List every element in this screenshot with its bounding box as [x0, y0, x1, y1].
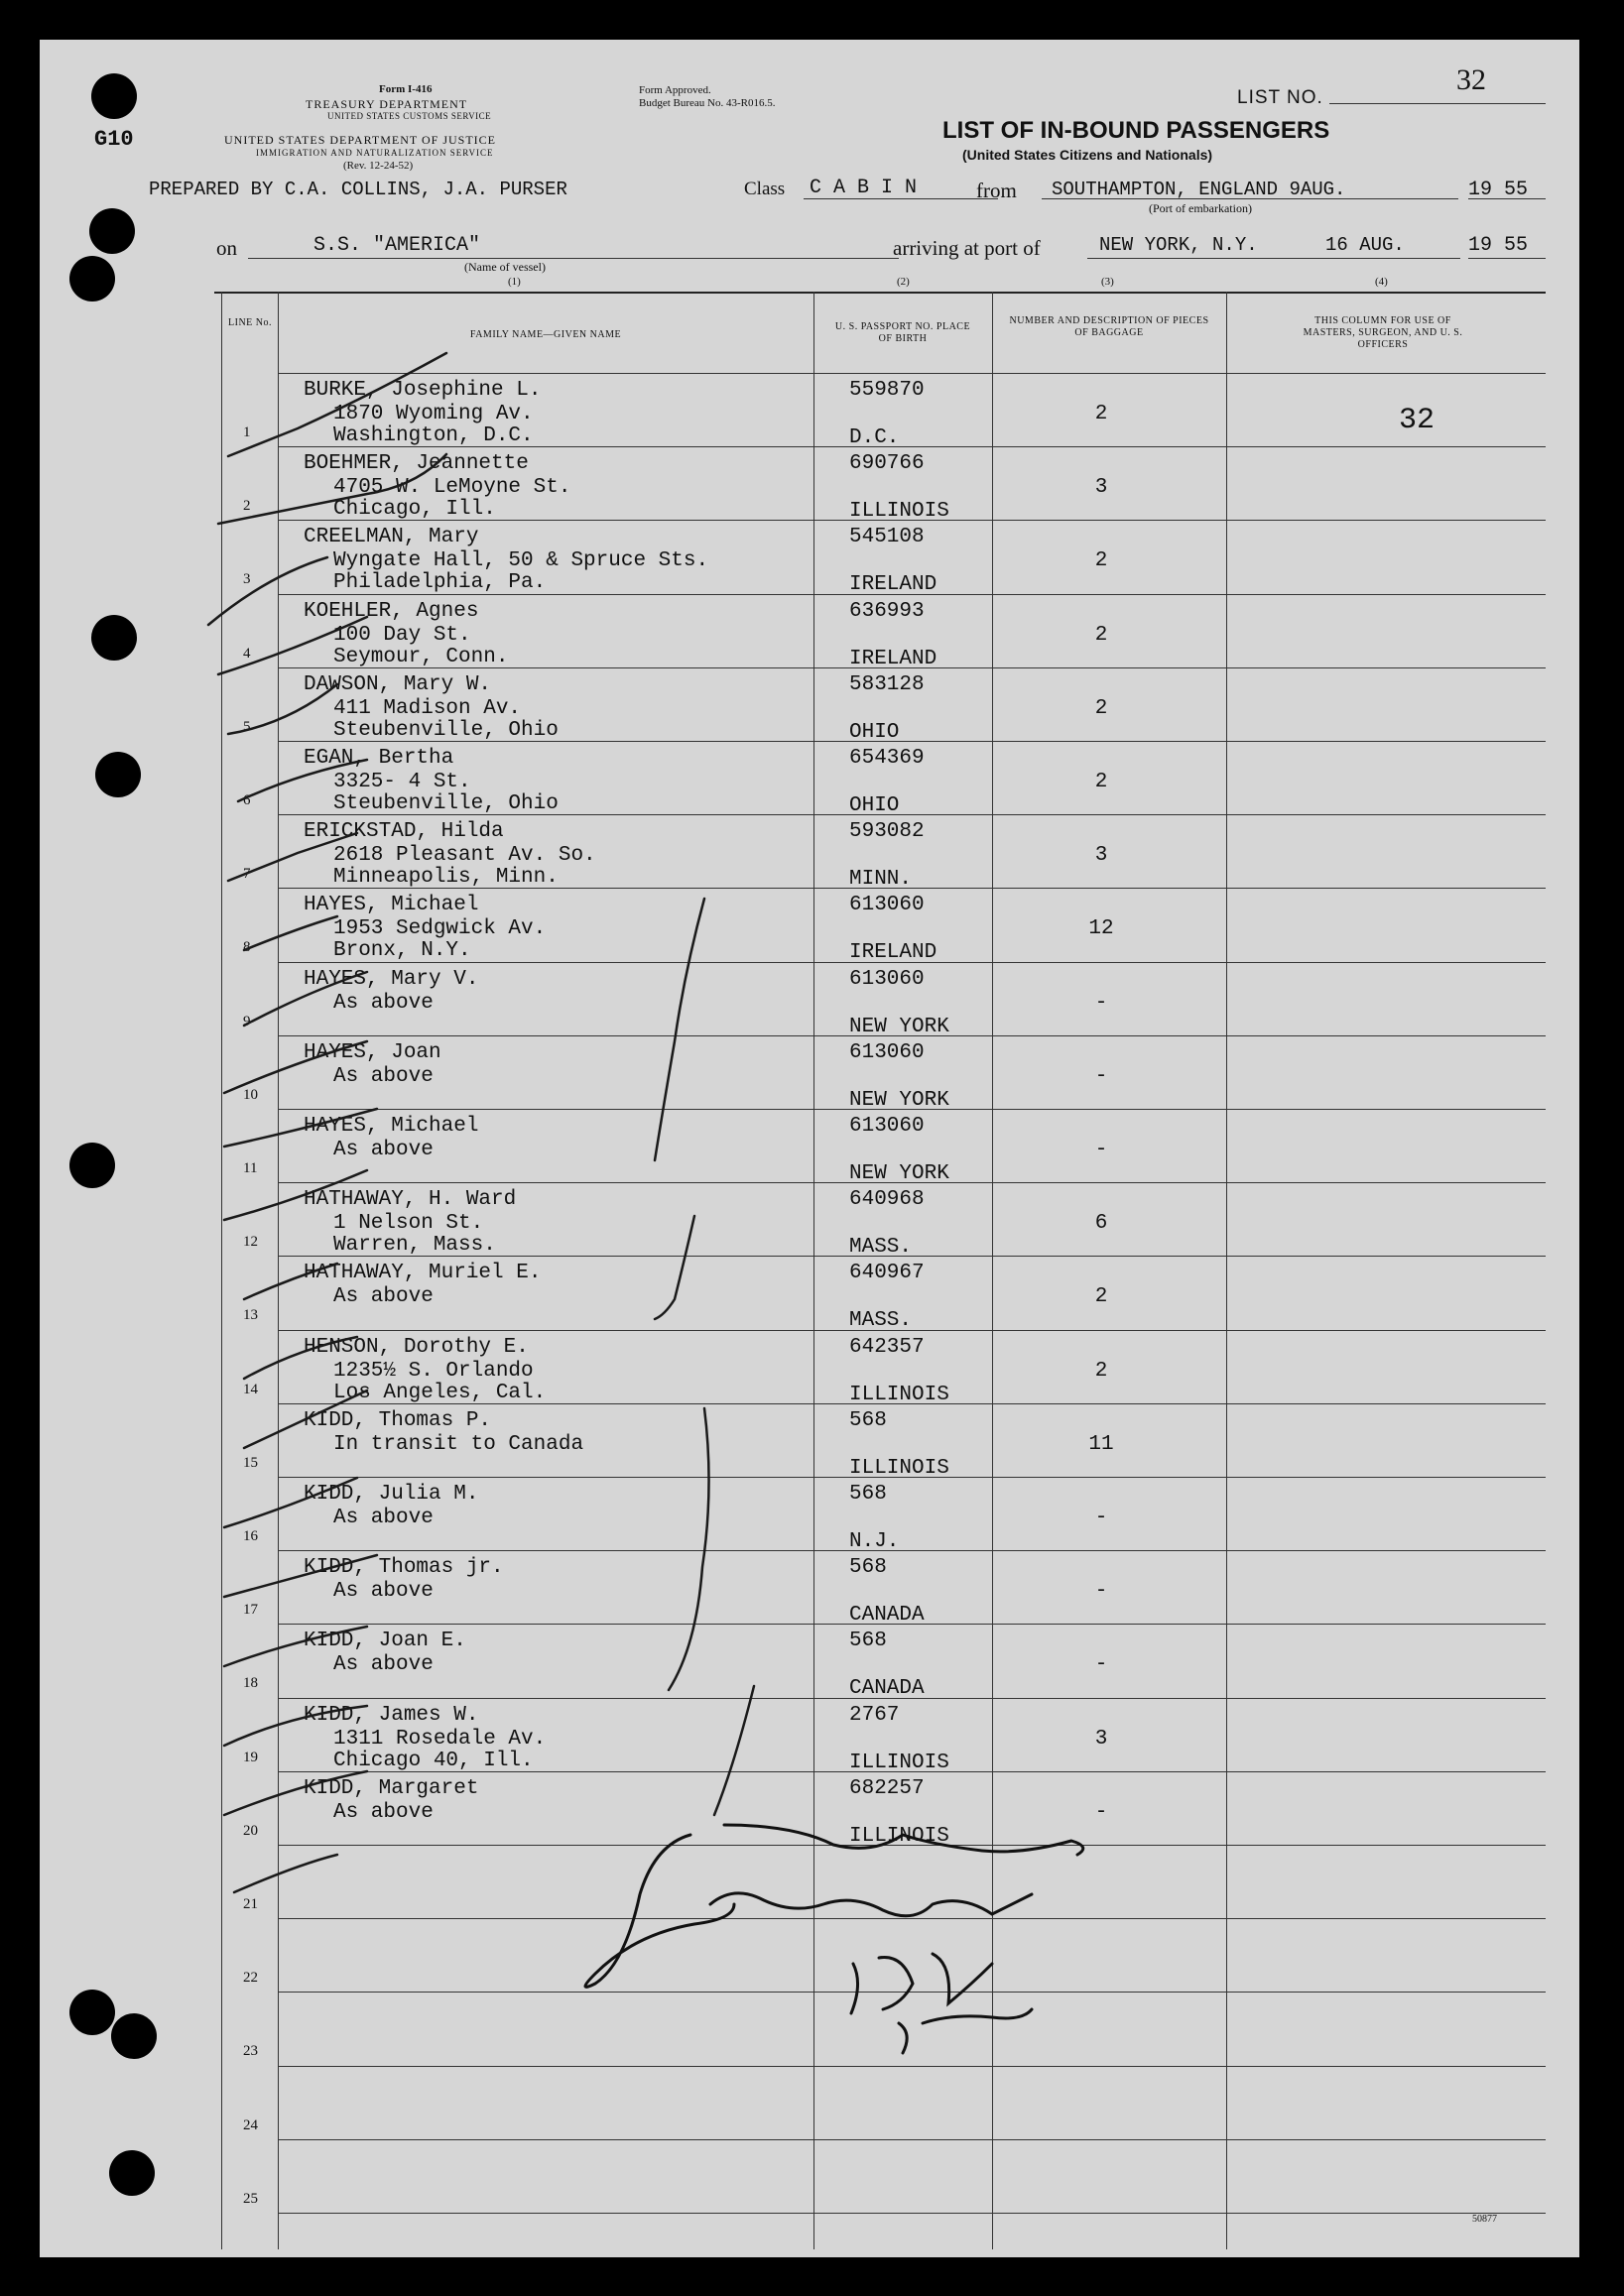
form-approved: Form Approved. [639, 84, 711, 96]
passenger-name: KIDD, Margaret [304, 1776, 479, 1800]
place-of-birth: MINN. [849, 868, 913, 892]
place-of-birth: ILLINOIS [849, 1824, 949, 1848]
passenger-address-1: As above [333, 1285, 434, 1309]
check-mark [224, 1170, 367, 1220]
passport-number: 613060 [849, 894, 925, 917]
place-of-birth: CANADA [849, 1677, 925, 1701]
passenger-address-1: As above [333, 991, 434, 1015]
passenger-address-1: 4705 W. LeMoyne St. [333, 476, 571, 500]
check-mark [224, 1041, 367, 1093]
line-number: 4 [243, 645, 251, 662]
baggage-count: - [1094, 1653, 1108, 1677]
check-mark [244, 1390, 367, 1448]
passport-number: 613060 [849, 1040, 925, 1064]
baggage-count: 2 [1094, 403, 1108, 425]
list-no-label: LIST NO. [1237, 87, 1323, 108]
line-number: 8 [243, 939, 251, 956]
check-mark [224, 1109, 377, 1147]
check-mark [244, 972, 367, 1026]
check-mark [224, 1555, 377, 1597]
line-number: 14 [243, 1381, 258, 1397]
passenger-name: HAYES, Mary V. [304, 967, 479, 991]
passport-number: 559870 [849, 379, 925, 402]
passport-number: 568 [849, 1483, 887, 1506]
baggage-count: 2 [1094, 771, 1108, 793]
check-mark [228, 833, 357, 881]
place-of-birth: NEW YORK [849, 1088, 949, 1112]
baggage-count: 3 [1094, 844, 1108, 868]
passenger-address-1: As above [333, 1064, 434, 1088]
baggage-count: - [1094, 1580, 1108, 1604]
line-number: 11 [243, 1160, 258, 1176]
vessel-name-label: (Name of vessel) [464, 260, 546, 274]
column-header-name: FAMILY NAME—GIVEN NAME [469, 329, 622, 340]
place-of-birth: CANADA [849, 1604, 925, 1628]
line-number: 7 [243, 866, 251, 883]
line-number: 5 [243, 718, 251, 735]
passenger-address-2: Steubenville, Ohio [333, 792, 559, 815]
passport-number: 568 [849, 1408, 887, 1432]
passport-number: 636993 [849, 599, 925, 623]
treasury-dept: TREASURY DEPARTMENT [306, 97, 468, 111]
passenger-name: CREELMAN, Mary [304, 526, 479, 549]
place-of-birth: IRELAND [849, 573, 937, 597]
line-number: 25 [243, 2190, 258, 2207]
passenger-address-2: Los Angeles, Cal. [333, 1381, 547, 1404]
place-of-birth: N.J. [849, 1530, 900, 1553]
line-number: 9 [243, 1013, 251, 1029]
passenger-address-1: 1311 Rosedale Av. [333, 1727, 547, 1751]
baggage-count: 3 [1094, 476, 1108, 500]
line-number: 2 [243, 498, 251, 515]
passenger-name: HAYES, Michael [304, 894, 479, 917]
class-label: Class [744, 179, 786, 199]
check-mark [228, 684, 337, 734]
passenger-address-2: Washington, D.C. [333, 424, 534, 447]
passenger-name: EGAN, Bertha [304, 747, 454, 770]
passenger-name: HENSON, Dorothy E. [304, 1335, 529, 1359]
arrival-date: 16 AUG. [1325, 234, 1405, 256]
passenger-address-1: 411 Madison Av. [333, 696, 522, 720]
line-number: 16 [243, 1528, 258, 1544]
passenger-address-1: 1 Nelson St. [333, 1212, 484, 1236]
check-mark [228, 353, 446, 456]
passport-number: 613060 [849, 967, 925, 991]
passenger-address-1: As above [333, 1507, 434, 1529]
place-of-birth: ILLINOIS [849, 1383, 949, 1406]
page-subtitle: (United States Citizens and Nationals) [962, 147, 1213, 163]
officer-note: 32 [1399, 404, 1436, 437]
baggage-count: 6 [1094, 1212, 1108, 1236]
place-of-birth: ILLINOIS [849, 500, 949, 524]
col-number-1: (1) [508, 276, 521, 288]
passenger-name: KIDD, Joan E. [304, 1630, 466, 1653]
passenger-address-1: As above [333, 1800, 434, 1824]
passenger-address-1: As above [333, 1139, 434, 1161]
passenger-name: ERICKSTAD, Hilda [304, 820, 504, 844]
year-arrival: 19 55 [1468, 234, 1529, 257]
passenger-name: HATHAWAY, H. Ward [304, 1188, 517, 1212]
check-mark [218, 454, 446, 524]
passenger-address-1: 1235½ S. Orlando [333, 1359, 534, 1383]
column-header-baggage: NUMBER AND DESCRIPTION OF PIECES OF BAGGAGE [1009, 315, 1209, 338]
arriving-label: arriving at port of [893, 236, 1041, 260]
check-mark [234, 1855, 337, 1892]
passenger-address-2: Seymour, Conn. [333, 645, 509, 668]
place-of-birth: IRELAND [849, 941, 937, 965]
place-of-birth: MASS. [849, 1236, 913, 1260]
line-number: 23 [243, 2043, 258, 2060]
line-number: 3 [243, 571, 251, 588]
year-embark: 19 55 [1468, 179, 1529, 201]
passenger-address-2: Bronx, N.Y. [333, 939, 471, 963]
place-of-birth: IRELAND [849, 647, 937, 670]
line-number: 20 [243, 1822, 258, 1839]
place-of-birth: OHIO [849, 720, 900, 744]
arrival-port: NEW YORK, N.Y. [1099, 234, 1258, 256]
baggage-count: 2 [1094, 696, 1108, 720]
budget-bureau: Budget Bureau No. 43-R016.5. [639, 97, 776, 109]
passport-number: 640968 [849, 1188, 925, 1212]
passport-number: 545108 [849, 526, 925, 549]
passenger-address-1: As above [333, 1653, 434, 1677]
side-label: G10 [94, 127, 134, 152]
form-number: Form I-416 [379, 83, 433, 95]
col-number-3: (3) [1101, 276, 1114, 288]
passport-number: 682257 [849, 1776, 925, 1800]
vessel-name: S.S. "AMERICA" [313, 234, 481, 257]
check-mark [208, 557, 327, 625]
passenger-name: HATHAWAY, Muriel E. [304, 1262, 542, 1285]
passenger-name: KIDD, Thomas jr. [304, 1556, 504, 1580]
place-of-birth: D.C. [849, 426, 900, 449]
passenger-address-2: Minneapolis, Minn. [333, 866, 559, 890]
customs-service: UNITED STATES CUSTOMS SERVICE [327, 111, 492, 121]
passenger-address-1: 1870 Wyoming Av. [333, 403, 534, 425]
passport-number: 640967 [849, 1262, 925, 1285]
prepared-by: PREPARED BY C.A. COLLINS, J.A. PURSER [149, 179, 567, 200]
baggage-count: - [1094, 1800, 1108, 1824]
baggage-count: - [1094, 991, 1108, 1015]
baggage-count: 12 [1088, 917, 1114, 941]
passenger-name: KIDD, Thomas P. [304, 1408, 492, 1432]
bracket-line [655, 899, 704, 1160]
handwritten-marks [40, 40, 1579, 2257]
revision-date: (Rev. 12-24-52) [343, 160, 414, 172]
check-mark [224, 1706, 367, 1746]
col-number-2: (2) [897, 276, 910, 288]
baggage-count: 2 [1094, 623, 1108, 647]
from-label: from [976, 179, 1017, 202]
from-value: SOUTHAMPTON, ENGLAND 9AUG. [1052, 179, 1346, 200]
line-number: 6 [243, 792, 251, 808]
passenger-address-1: As above [333, 1580, 434, 1604]
check-mark [224, 1478, 357, 1527]
passenger-address-1: In transit to Canada [333, 1432, 584, 1456]
check-mark [218, 617, 367, 674]
line-number: 21 [243, 1896, 258, 1912]
passport-number: 2767 [849, 1703, 900, 1727]
passport-number: 593082 [849, 820, 925, 844]
passport-number: 690766 [849, 452, 925, 476]
passenger-name: DAWSON, Mary W. [304, 672, 492, 696]
check-mark [238, 760, 367, 801]
passport-number: 568 [849, 1556, 887, 1580]
line-number: 18 [243, 1675, 258, 1692]
line-number: 10 [243, 1086, 258, 1103]
passport-number: 568 [849, 1630, 887, 1653]
col-number-4: (4) [1375, 276, 1388, 288]
line-number: 1 [243, 424, 251, 440]
passenger-address-1: 3325- 4 St. [333, 771, 471, 793]
passenger-name: KIDD, James W. [304, 1703, 479, 1727]
line-number: 12 [243, 1234, 258, 1251]
line-number: 17 [243, 1602, 258, 1619]
page-title: LIST OF IN-BOUND PASSENGERS [942, 117, 1330, 144]
footer-code: 50877 [1472, 2214, 1497, 2225]
passenger-address-2: Chicago, Ill. [333, 498, 496, 522]
passenger-name: BURKE, Josephine L. [304, 379, 542, 402]
line-number: 13 [243, 1307, 258, 1324]
baggage-count: - [1094, 1139, 1108, 1161]
passport-number: 642357 [849, 1335, 925, 1359]
port-embark-label: (Port of embarkation) [1149, 201, 1252, 215]
line-number: 15 [243, 1454, 258, 1471]
place-of-birth: ILLINOIS [849, 1751, 949, 1774]
passenger-name: BOEHMER, Jeannette [304, 452, 529, 476]
bracket-line [714, 1686, 754, 1815]
bracket-line [655, 1216, 694, 1319]
passenger-address-1: 2618 Pleasant Av. So. [333, 844, 596, 868]
check-mark [244, 916, 337, 950]
place-of-birth: ILLINOIS [849, 1456, 949, 1480]
passenger-address-1: 100 Day St. [333, 623, 471, 647]
on-label: on [216, 236, 237, 260]
immigration-service: IMMIGRATION AND NATURALIZATION SERVICE [256, 148, 494, 158]
passenger-address-2: Philadelphia, Pa. [333, 571, 547, 595]
baggage-count: - [1094, 1507, 1108, 1529]
check-mark [244, 1337, 357, 1379]
column-header-line-no: LINE No. [228, 317, 272, 328]
column-header-passport: U. S. PASSPORT NO. PLACE OF BIRTH [834, 321, 971, 344]
baggage-count: 2 [1094, 1359, 1108, 1383]
check-mark [224, 1627, 367, 1666]
place-of-birth: NEW YORK [849, 1015, 949, 1038]
passenger-address-2: Warren, Mass. [333, 1234, 496, 1258]
passenger-name: KIDD, Julia M. [304, 1483, 479, 1506]
place-of-birth: MASS. [849, 1309, 913, 1333]
passenger-address-1: 1953 Sedgwick Av. [333, 917, 547, 941]
line-number: 24 [243, 2116, 258, 2133]
column-header-officers: THIS COLUMN FOR USE OF MASTERS, SURGEON, AND U. S. OFFICERS [1303, 315, 1463, 350]
passport-number: 583128 [849, 672, 925, 696]
class-value: C A B I N [810, 177, 918, 199]
passenger-address-2: Steubenville, Ohio [333, 718, 559, 742]
place-of-birth: NEW YORK [849, 1162, 949, 1185]
place-of-birth: OHIO [849, 794, 900, 817]
baggage-count: 11 [1088, 1432, 1114, 1456]
passport-number: 654369 [849, 747, 925, 770]
manifest-page [40, 40, 1579, 2257]
passenger-name: HAYES, Michael [304, 1115, 479, 1138]
bracket-line [669, 1408, 709, 1690]
justice-dept: UNITED STATES DEPARTMENT OF JUSTICE [224, 133, 497, 147]
baggage-count: 2 [1094, 549, 1108, 573]
line-number: 19 [243, 1749, 258, 1765]
inspector-signature [585, 1825, 1083, 2053]
baggage-count: 2 [1094, 1285, 1108, 1309]
passenger-address-2: Chicago 40, Ill. [333, 1749, 534, 1772]
passenger-name: KOEHLER, Agnes [304, 599, 479, 623]
passenger-name: HAYES, Joan [304, 1040, 441, 1064]
baggage-count: - [1094, 1064, 1108, 1088]
check-mark [244, 1264, 337, 1299]
line-number: 22 [243, 1970, 258, 1987]
passport-number: 613060 [849, 1115, 925, 1138]
baggage-count: 3 [1094, 1727, 1108, 1751]
passenger-address-1: Wyngate Hall, 50 & Spruce Sts. [333, 549, 709, 573]
check-mark [224, 1771, 367, 1815]
list-no-value: 32 [1456, 63, 1486, 96]
